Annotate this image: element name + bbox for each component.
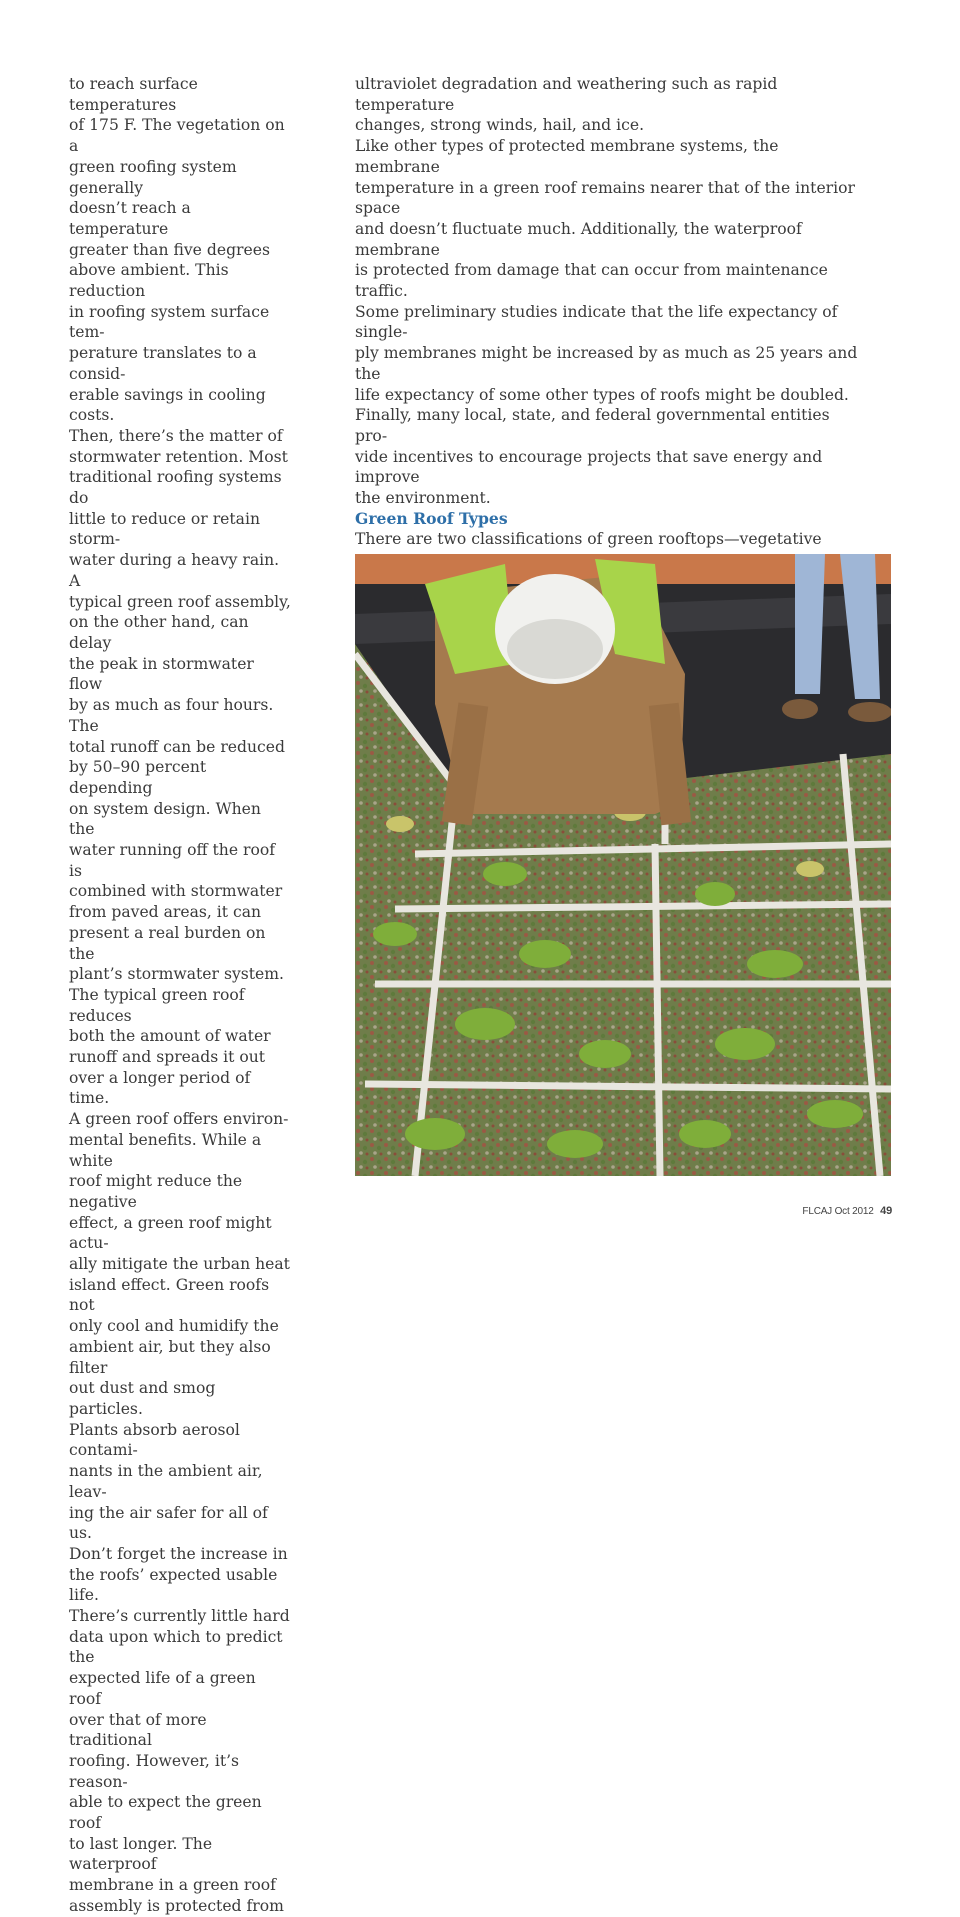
left-text-column [69, 74, 291, 1917]
section-heading: Green Roof Types [355, 508, 508, 528]
body-paragraph: There are two classifications of green rooftops—vegetative [355, 530, 822, 549]
body-paragraph: Don’t forget the increase in the roofs’ expected usable life. There’s currently little hard data upon which to predict the expected life of a green roof over that of more traditional roofing. However, it’s reason- able to expect the green roof to last longer. The waterproof membrane in a green roof assembly is protected from [69, 1544, 290, 1915]
page-footer [802, 1205, 892, 1217]
body-paragraph: ultraviolet degradation and weathering such as rapid temperature changes, strong winds, hail, and ice. [355, 75, 778, 135]
body-paragraph: A green roof offers environ- mental benefits. While a white roof might reduce the negative effect, a green roof might actu- ally mitigate the urban heat island effect. Green roofs not only cool and humidify the ambient air, but they also filter out dust and smog particles. Plants absorb aerosol contami- nants in the ambient air, leav- ing the air safer for all of us. [69, 1110, 290, 1543]
page-number: 49 [880, 1205, 892, 1217]
body-paragraph: to reach surface temperatures of 175 F. The vegetation on a green roofing system generally doesn’t reach a temperature greater than five degrees above ambient. This reduction in roofing system surface tem- perature translates to a consid- erable savings in cooling costs. [69, 75, 285, 425]
green-roof-photo [355, 554, 891, 1176]
body-paragraph: Finally, many local, state, and federal governmental entities pro- vide incentives to encourage projects that save energy and improve the environment. [355, 406, 830, 508]
publication-name: FLCAJ [802, 1206, 832, 1217]
body-paragraph: Then, there’s the matter of stormwater retention. Most traditional roofing systems do little to reduce or retain storm- water during a heavy rain. A typical green roof assembly, on the other hand, can delay the peak in stormwater flow by as much as four hours. The total runoff can be reduced by 50–90 percent depending on system design. When the water running off the roof is combined with stormwater from paved areas, it can present a real burden on the plant’s stormwater system. The typical green roof reduces both the amount of water runoff and spreads it out over a longer period of time. [69, 426, 291, 1108]
issue-date: Oct 2012 [834, 1206, 874, 1217]
body-paragraph: Like other types of protected membrane systems, the membrane temperature in a green roof remains nearer that of the interior space and doesn’t fluctuate much. Additionally, the waterproof membrane is protected from damage that can occur from maintenance traffic. Some preliminary studies indicate that the life expectancy of single- ply membranes might be increased by as much as 25 years and the life expectancy of some other types of roofs might be doubled. [355, 137, 858, 404]
photo-illustration [355, 554, 891, 1176]
